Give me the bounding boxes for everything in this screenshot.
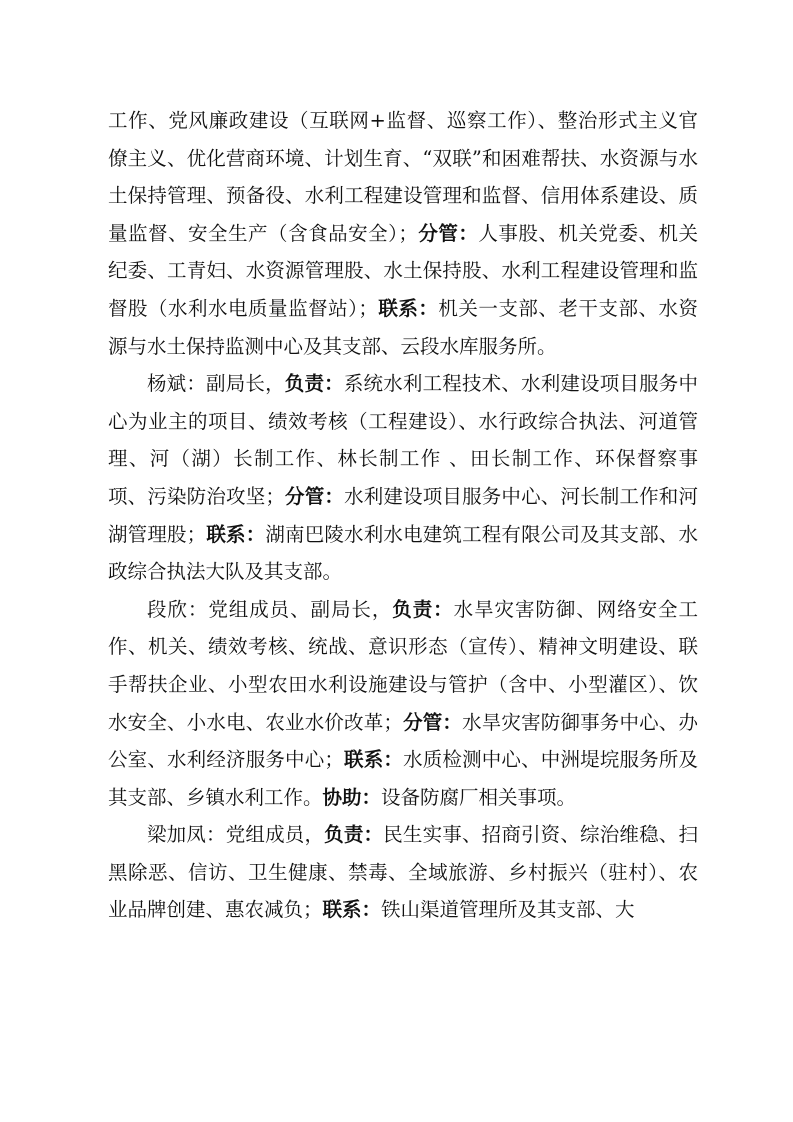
text-run: 铁山渠道管理所及其支部、大 [381, 898, 635, 922]
text-run: 机关一支部、老干支部、水资源与水土保持监测中心及其支部、云段水库服务所。 [108, 296, 698, 358]
label-fuze: 负责： [284, 372, 344, 396]
paragraph-2 [108, 365, 698, 591]
label-fenguan: 分管： [402, 710, 463, 734]
paragraph-4 [108, 816, 698, 929]
text-run: 水利建设项目服务中心、河长制工作和河湖管理股； [108, 484, 698, 546]
paragraph-1 [108, 102, 698, 365]
text-run: 水旱灾害防御、网络安全工作、机关、绩效考核、统战、意识形态（宣传）、精神文明建设、联手帮扶企业、小型农田水利设施建设与管护（含中、小型灌区）、饮水安全、小水电、农业水价改革； [108, 597, 698, 734]
text-run: 水质检测中心、中洲堤垸服务所及其支部、乡镇水利工作。 [108, 748, 698, 809]
text-run: 系统水利工程技术、水利建设项目服务中心为业主的项目、绩效考核（工程建设）、水行政综合执法、河道管理、河（湖）长制工作、林长制工作 、田长制工作、环保督察事项、污染防治攻坚； [108, 372, 698, 508]
label-fuze: 负责： [392, 597, 454, 621]
text-run: 人事股、机关党委、机关纪委、工青妇、水资源管理股、水土保持股、水利工程建设管理和监督股（水利水电质量监督站）； [108, 221, 698, 320]
label-fenguan: 分管： [417, 221, 479, 245]
text-run: 梁加凤：党组成员， [147, 823, 325, 847]
text-run: 湖南巴陵水利水电建筑工程有限公司及其支部、水政综合执法大队及其支部。 [108, 522, 698, 584]
label-lianxi: 联系： [206, 522, 266, 546]
label-fenguan: 分管： [284, 484, 345, 508]
paragraph-3 [108, 591, 698, 817]
label-xiezhu: 协助： [322, 785, 382, 809]
label-lianxi: 联系： [343, 748, 404, 772]
label-lianxi: 联系： [377, 296, 439, 320]
label-fuze: 负责： [324, 823, 384, 847]
text-run: 水旱灾害防御事务中心、办公室、水利经济服务中心； [108, 710, 698, 772]
text-run: 民生实事、招商引资、综治维稳、扫黑除恶、信访、卫生健康、禁毒、全域旅游、乡村振兴（驻村）、农业品牌创建、惠农减负； [108, 823, 698, 922]
text-run: 设备防腐厂相关事项。 [381, 785, 577, 809]
text-run: 杨斌：副局长， [147, 372, 285, 396]
label-lianxi: 联系： [322, 898, 382, 922]
text-run: 段欣：党组成员、副局长， [147, 597, 393, 621]
document-page [108, 102, 698, 929]
text-run: 工作、党风廉政建设（互联网+监督、巡察工作）、整治形式主义官僚主义、优化营商环境、计划生育、“双联”和困难帮扶、水资源与水土保持管理、预备役、水利工程建设管理和监督、信用体系建设、质量监督、安全生产（含食品安全）； [108, 109, 698, 245]
